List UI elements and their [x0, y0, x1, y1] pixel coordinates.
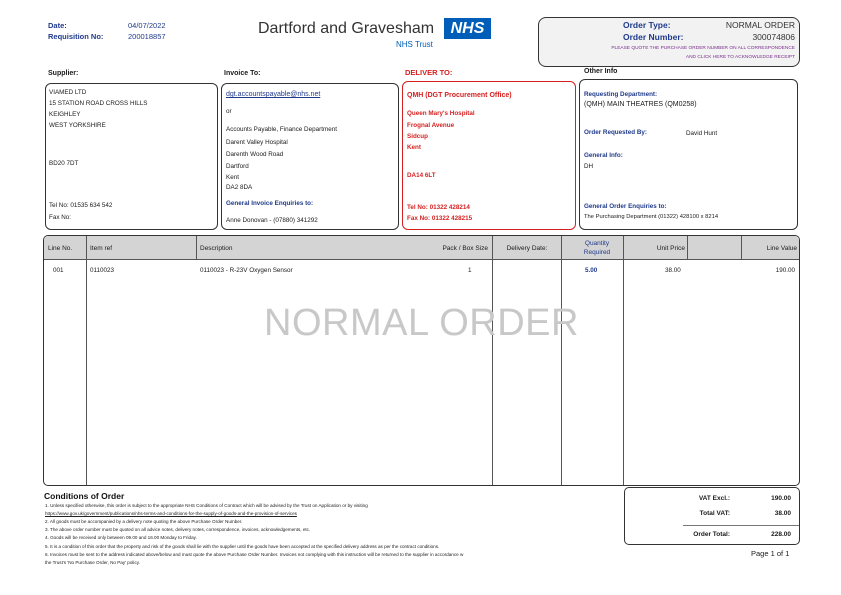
supplier-line: WEST YORKSHIRE: [49, 122, 106, 129]
page-number: Page 1 of 1: [751, 549, 790, 558]
totals-box: [624, 487, 800, 545]
col-header-description: Description: [200, 244, 233, 252]
other-info-box: [579, 79, 798, 230]
deliver-line: Sidcup: [407, 133, 428, 140]
deliver-fax: Fax No: 01322 428215: [407, 215, 473, 222]
deliver-to-label: DELIVER TO:: [405, 68, 453, 77]
requisition-label: Requisition No:: [48, 32, 104, 41]
items-table: [43, 235, 800, 486]
vat-excl-label: VAT Excl.:: [698, 495, 730, 502]
col-header-line-no: Line No.: [48, 244, 73, 252]
order-type-value: NORMAL ORDER: [725, 20, 795, 30]
requested-by-value: David Hunt: [686, 130, 718, 137]
invoice-box: [221, 83, 399, 230]
supplier-fax: Fax No:: [49, 214, 72, 221]
col-header-pack-size: Pack / Box Size: [442, 244, 488, 252]
cell-unit-price: 38.00: [665, 267, 681, 274]
supplier-line: 15 STATION ROAD CROSS HILLS: [49, 100, 148, 107]
quote-notice: PLEASE QUOTE THE PURCHASE ORDER NUMBER ON ALL CORRESPONDENCE: [611, 46, 795, 51]
invoice-line: Accounts Payable, Finance Department: [226, 126, 337, 133]
cell-item-ref: 0110023: [90, 267, 115, 274]
total-vat-label: Total VAT:: [699, 510, 730, 517]
order-enquiries-label: General Order Enquiries to:: [584, 203, 667, 210]
condition-line: 5. It is a condition of this order that the property and risk of the goods shall lie with the supplier until the goods have been accepted at the specified delivery address as per the contract conditions.: [45, 544, 440, 549]
requesting-dept-value: (QMH) MAIN THEATRES (QM0258): [584, 101, 697, 108]
normal-order-watermark: NORMAL ORDER: [264, 302, 579, 344]
vat-excl-value: 190.00: [771, 495, 791, 502]
date-label: Date:: [48, 21, 67, 30]
invoice-to-label: Invoice To:: [224, 70, 261, 77]
date-value: 04/07/2022: [128, 21, 166, 30]
deliver-line: Kent: [407, 144, 421, 151]
requesting-dept-label: Requesting Department:: [584, 91, 658, 98]
deliver-line: Frognal Avenue: [407, 122, 455, 129]
conditions-title: Conditions of Order: [44, 491, 125, 501]
col-header-item-ref: Item ref: [90, 244, 113, 252]
general-info-label: General Info:: [584, 152, 623, 159]
col-header-line-value: Line Value: [766, 244, 797, 252]
trust-name: Dartford and Gravesham: [258, 20, 435, 37]
invoice-or: or: [226, 108, 232, 115]
requested-by-label: Order Requested By:: [584, 129, 647, 136]
other-info-label: Other Info: [584, 68, 618, 75]
invoice-enquiries-label: General Invoice Enquiries to:: [226, 200, 314, 207]
order-number-label: Order Number:: [623, 32, 684, 42]
cell-description: 0110023 - R-23V Oxygen Sensor: [200, 267, 293, 274]
invoice-line: Kent: [226, 174, 239, 181]
col-header-delivery-date: Delivery Date:: [506, 244, 548, 252]
trust-subtitle: NHS Trust: [396, 40, 433, 49]
order-number-value: 300074806: [752, 32, 795, 42]
cell-quantity: 5.00: [585, 267, 598, 274]
supplier-line: KEIGHLEY: [49, 111, 81, 118]
order-info-box: [538, 17, 800, 67]
supplier-box: [45, 83, 218, 230]
order-total-value: 228.00: [771, 531, 791, 538]
condition-line: 2. All goods must be accompanied by a delivery note quoting the above Purchase Order Number.: [45, 519, 243, 524]
order-type-label: Order Type:: [623, 20, 671, 30]
order-total-label: Order Total:: [693, 531, 730, 538]
table-row[interactable]: [44, 260, 799, 276]
condition-line: 1. Unless specified otherwise, this order is subject to the appropriate NHS Conditions of Contract which will be advised by the Trust on Application or by visiting: [45, 503, 368, 508]
supplier-label: Supplier:: [48, 70, 79, 77]
vat-excl-row: [625, 492, 795, 506]
deliver-box: [402, 81, 576, 230]
invoice-email-link[interactable]: dgt.accountspayable@nhs.net: [226, 91, 321, 98]
order-enquiries-value: The Purchasing Department (01322) 428100 x 8214: [584, 214, 719, 220]
supplier-tel: Tel No: 01535 634 542: [49, 202, 113, 209]
col-header-unit-price: Unit Price: [656, 244, 685, 252]
cell-line-value: 190.00: [775, 267, 795, 274]
condition-line: 4. Goods will be received only between 09.00 and 16.00 Monday to Friday.: [45, 535, 197, 540]
invoice-line: DA2 8DA: [226, 184, 253, 191]
deliver-name: QMH (DGT Procurement Office): [407, 92, 512, 99]
requisition-value: 200018857: [128, 32, 166, 41]
invoice-line: Darenth Wood Road: [226, 151, 284, 158]
total-vat-row: [625, 507, 795, 521]
general-info-value: DH: [584, 163, 594, 170]
deliver-line: Queen Mary's Hospital: [407, 110, 475, 117]
invoice-line: Dartford: [226, 163, 249, 170]
invoice-line: Darent Valley Hospital: [226, 139, 288, 146]
condition-line: the Trust's 'No Purchase Order, No Pay' policy.: [45, 560, 140, 565]
invoice-enquiries-value: Anne Donovan - (07880) 341292: [226, 217, 318, 224]
total-vat-value: 38.00: [774, 510, 791, 517]
deliver-postcode: DA14 6LT: [407, 172, 436, 179]
cell-line-no: 001: [53, 267, 64, 274]
nhs-logo: NHS: [444, 18, 491, 39]
acknowledge-receipt-link[interactable]: AND CLICK HERE TO ACKNOWLEDGE RECEIPT: [685, 55, 795, 60]
col-header-quantity: Quantity Required: [583, 240, 611, 256]
condition-line: 6. Invoices must be sent to the address indicated above/below and must quote the above Purchase Order Number. Invoices not complying with this instruction will be returned to the supplier in accordance w: [45, 552, 464, 557]
deliver-tel: Tel No: 01322 428214: [407, 204, 470, 211]
conditions-link[interactable]: https://www.gov.uk/government/publications/nhs-terms-and-conditions-for-the-supply-of-goods-and-the-provision-of-services: [45, 511, 297, 516]
supplier-line: VIAMED LTD: [49, 89, 87, 96]
supplier-postcode: BD20 7DT: [49, 160, 79, 167]
cell-pack-size: 1: [468, 267, 472, 274]
order-total-row: [625, 528, 795, 542]
condition-line: 3. The above order number must be quoted on all advice notes, delivery notes, correspondence, invoices, acknowledgements, etc.: [45, 527, 311, 532]
